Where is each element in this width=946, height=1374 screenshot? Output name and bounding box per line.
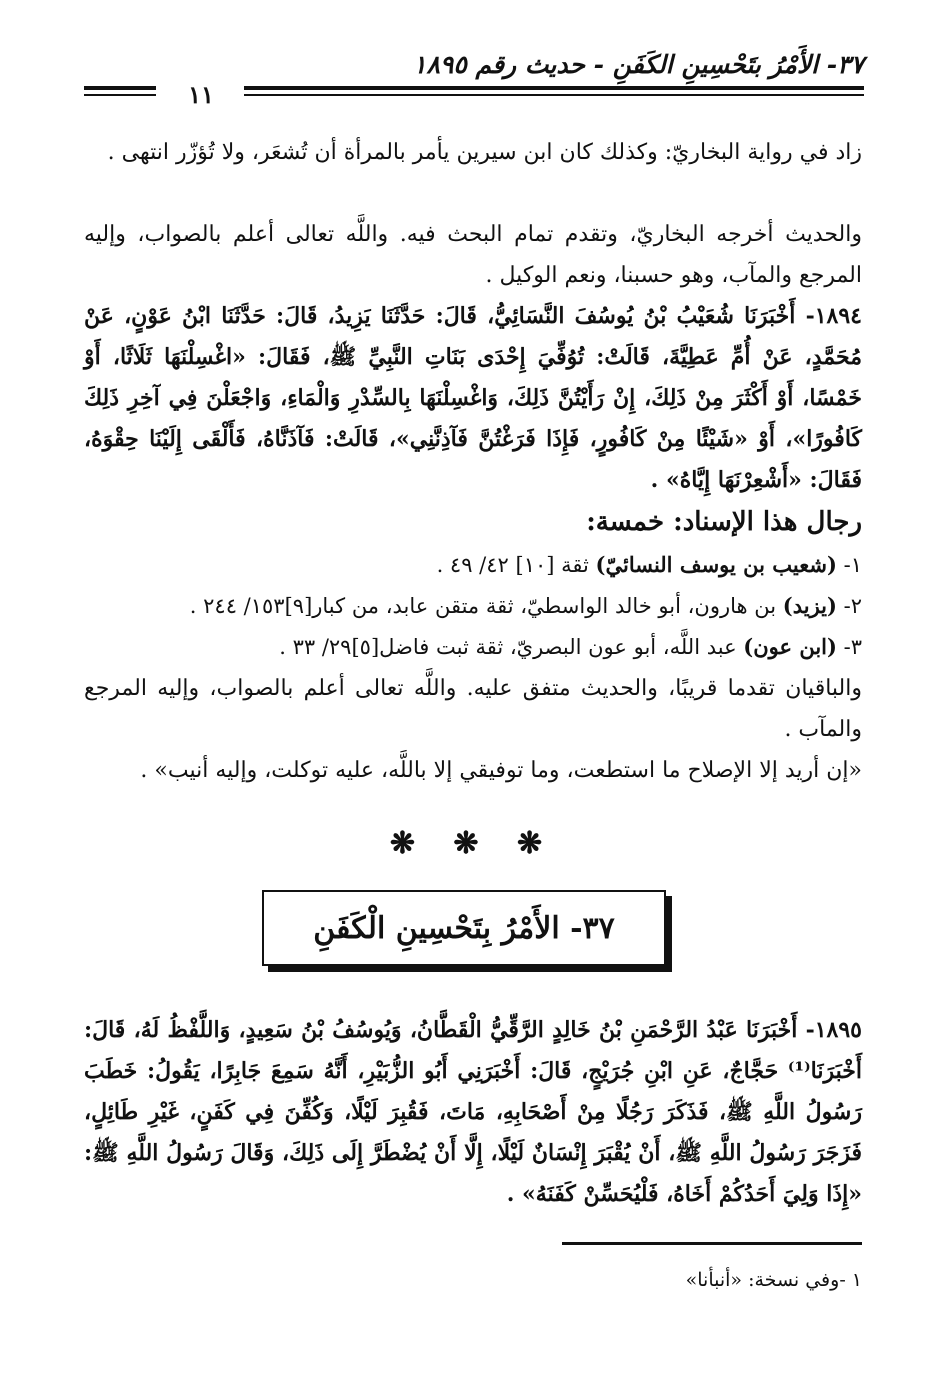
paragraph-hadith-source: والحديث أخرجه البخاريّ، وتقدم تمام البحث فيه. واللَّه تعالى أعلم بالصواب، وإليه المرجع والمآب، وهو حسبنا، ونعم الوكيل . bbox=[84, 222, 862, 288]
narrator-number: ٣- bbox=[836, 635, 862, 659]
narrator-number: ٢- bbox=[836, 594, 862, 618]
header-rule bbox=[244, 86, 864, 96]
narrator-item bbox=[84, 548, 862, 582]
narrator-name: (ابن عون) bbox=[743, 634, 837, 659]
paragraph-bukhari-addition: زاد في رواية البخاريّ: وكذلك كان ابن سيرين يأمر بالمرأة أن تُشعَر، ولا تُؤزّر انتهى . bbox=[107, 140, 862, 165]
narrators-heading: رجال هذا الإسناد: خمسة: bbox=[586, 507, 862, 537]
hadith-1895: ١٨٩٥- أَخْبَرَنَا عَبْدُ الرَّحْمَنِ بْنُ خَالِدٍ الرَّقِّيُّ الْقَطَّانُ، وَيُوسُفُ بْنُ سَعِيدٍ، وَاللَّفْظُ لَهُ، قَالَ: أَخْبَرَنَا⁽¹⁾ حَجَّاجٌ، عَنِ ابْنِ جُرَيْجٍ، قَالَ: أَخْبَرَنِي أَبُو الزُّبَيْرِ، أَنَّهُ سَمِعَ جَابِرًا، يَقُولُ: خَطَبَ رَسُولُ اللَّهِ ﷺ، فَذَكَرَ رَجُلًا مِنْ أَصْحَابِهِ، مَاتَ، فَقُبِرَ لَيْلًا، وَكُفِّنَ فِي كَفَنٍ، غَيْرِ طَائِلٍ، فَزَجَرَ رَسُولُ اللَّهِ ﷺ، أَنْ يُقْبَرَ إِنْسَانٌ لَيْلًا، إِلَّا أَنْ يُضْطَرَّ إِلَى ذَلِكَ، وَقَالَ رَسُولُ اللَّهِ ﷺ: «إِذَا وَلِيَ أَحَدُكُمْ أَخَاهُ، فَلْيُحَسِّنْ كَفَنَهُ» . bbox=[84, 1017, 862, 1207]
closing-quote: «إن أريد إلا الإصلاح ما استطعت، وما توفيقي إلا باللَّه، عليه توكلت، وإليه أنيب» . bbox=[140, 758, 862, 783]
header-rule-short bbox=[84, 86, 156, 96]
hadith-1894: ١٨٩٤- أَخْبَرَنَا شُعَيْبُ بْنُ يُوسُفَ النَّسَائِيُّ، قَالَ: حَدَّثَنَا يَزِيدُ، قَالَ: حَدَّثَنَا ابْنُ عَوْنٍ، عَنْ مُحَمَّدٍ، عَنْ أُمِّ عَطِيَّةَ، قَالَتْ: تُوُفِّيَ إِحْدَى بَنَاتِ النَّبِيِّ ﷺ، فَقَالَ: «اغْسِلْنَهَا ثَلَاثًا، أَوْ خَمْسًا، أَوْ أَكْثَرَ مِنْ ذَلِكَ، إِنْ رَأَيْتُنَّ ذَلِكَ، وَاغْسِلْنَهَا بِالسِّدْرِ وَالْمَاءِ، وَاجْعَلْنَ فِي آخِرِ ذَلِكَ كَافُورًا»، أَوْ «شَيْئًا مِنْ كَافُورٍ، فَإِذَا فَرَغْتُنَّ فَآذِنَّنِي»، قَالَتْ: فَآذَنَّاهُ، فَأَلْقَى إِلَيْنَا حِقْوَهُ، فَقَالَ: «أَشْعِرْنَهَا إِيَّاهُ» . bbox=[84, 303, 862, 493]
footnote-rule bbox=[562, 1242, 862, 1245]
narrator-item bbox=[84, 630, 862, 664]
page-number: ١١ bbox=[188, 80, 214, 109]
chapter-title: ٣٧- الأَمْرُ بِتَحْسِينِ الْكَفَنِ bbox=[313, 910, 615, 946]
narrator-name: (يزيد) bbox=[782, 593, 837, 618]
paragraph-remaining-narrators: والباقيان تقدما قريبًا، والحديث متفق عليه. واللَّه تعالى أعلم بالصواب، وإليه المرجع والمآب . bbox=[84, 676, 862, 742]
chapter-title-box bbox=[262, 890, 666, 966]
narrator-number: ١- bbox=[836, 553, 862, 577]
narrator-detail: ثقة [١٠] ٤٢/ ٤٩ . bbox=[436, 553, 596, 577]
narrator-detail: عبد اللَّه، أبو عون البصريّ، ثقة ثبت فاضل[٥]٢٩/ ٣٣ . bbox=[279, 635, 744, 659]
running-header bbox=[84, 50, 864, 110]
footnote: ١ -وفي نسخة: «أنبأنا» bbox=[685, 1269, 862, 1291]
narrator-item bbox=[84, 589, 862, 623]
narrator-name: (شعيب بن يوسف النسائيّ) bbox=[595, 552, 837, 577]
section-separator: ❋ ❋ ❋ bbox=[389, 826, 557, 861]
narrator-detail: بن هارون، أبو خالد الواسطيّ، ثقة متقن عابد، من كبار[٩]١٥٣/ ٢٤٤ . bbox=[189, 594, 783, 618]
running-title: ٣٧- الأَمْرُ بتَحْسِينِ الكَفَنِ - حديث رقم ١٨٩٥ bbox=[413, 50, 864, 79]
